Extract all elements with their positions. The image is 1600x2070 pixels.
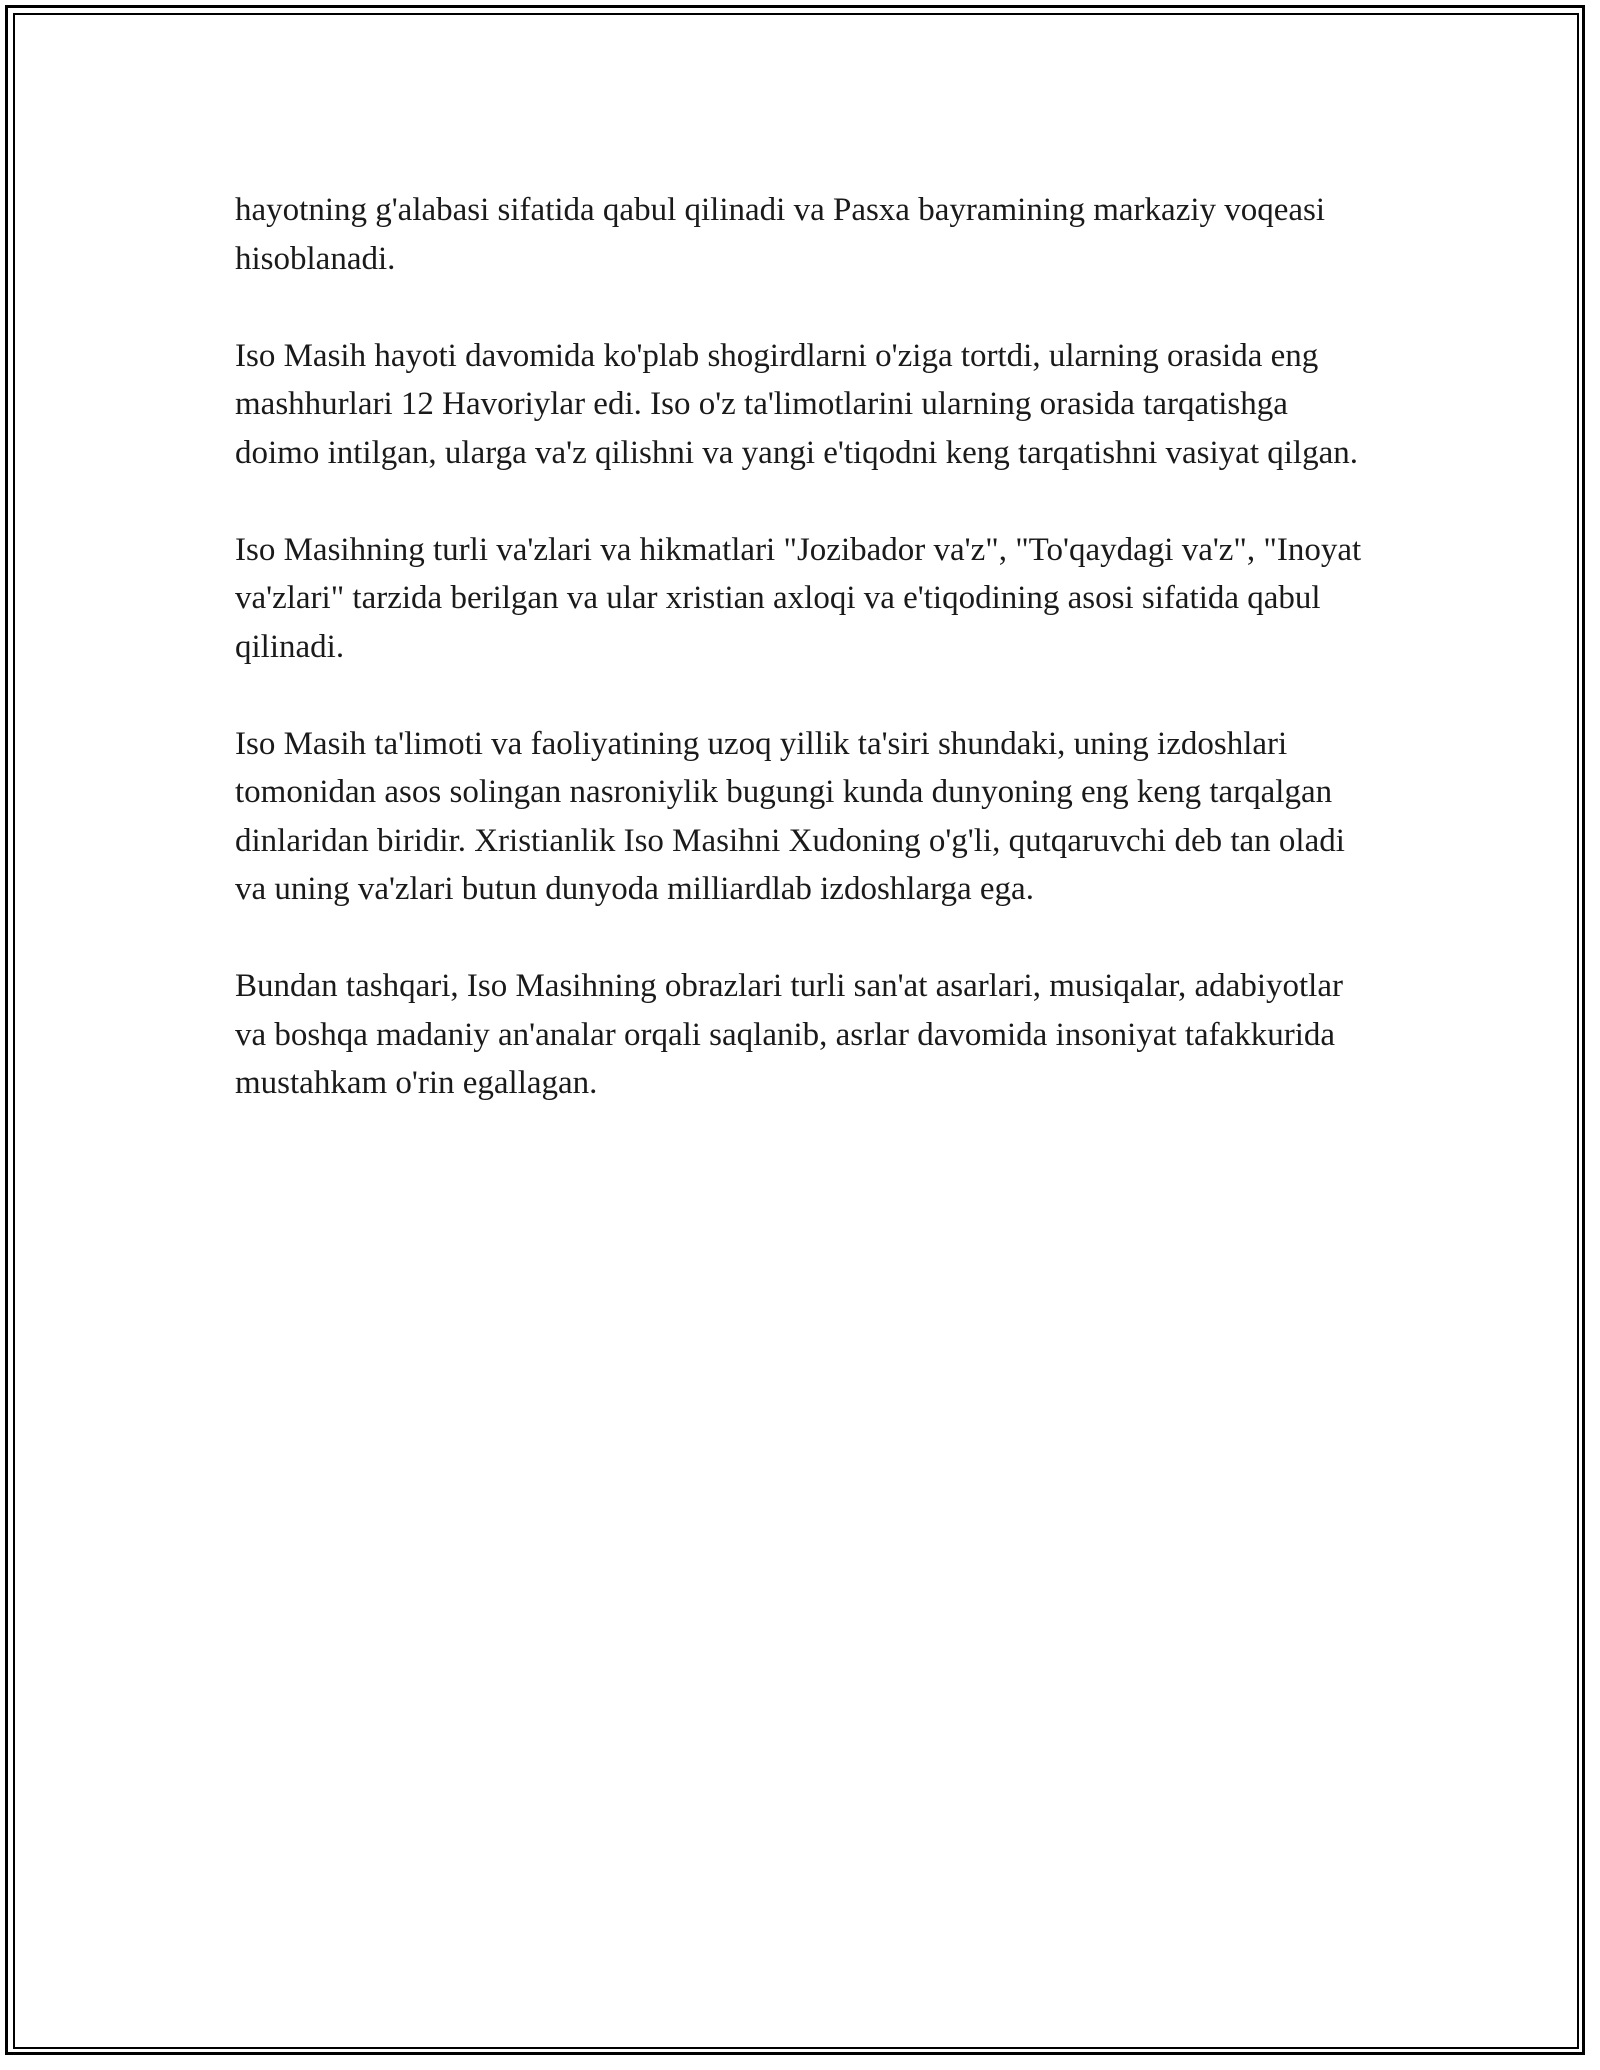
paragraph-3: Iso Masihning turli va'zlari va hikmatlari "Jozibador va'z", "To'qaydagi va'z", "Inoyat va'zlari" tarzida berilgan va ular xristian axloqi va e'tiqodining asosi sifatida qabul qilinadi. — [235, 531, 1362, 665]
paragraph-4: Iso Masih ta'limoti va faoliyatining uzoq yillik ta'siri shundaki, uning izdoshlari tomonidan asos solingan nasroniylik bugungi kunda dunyoning eng keng tarqalgan dinlaridan biridir. Xristianlik Iso Masihni Xudoning o'g'li, qutqaruvchi deb tan oladi va uning va'zlari butun dunyoda milliardlab izdoshlarga ega. — [235, 725, 1345, 907]
document-body — [235, 186, 1380, 1156]
paragraph-5: Bundan tashqari, Iso Masihning obrazlari turli san'at asarlari, musiqalar, adabiyotlar va boshqa madaniy an'analar orqali saqlanib, asrlar davomida insoniyat tafakkurida mustahkam o'rin egallagan. — [235, 968, 1343, 1101]
paragraph-2: Iso Masih hayoti davomida ko'plab shogirdlarni o'ziga tortdi, ularning orasida eng mashhurlari 12 Havoriylar edi. Iso o'z ta'limotlarini ularning orasida tarqatishga doimo intilgan, ularga va'z qilishni va yangi e'tiqodni keng tarqatishni vasiyat qilgan. — [235, 337, 1358, 471]
paragraph-1: hayotning g'alabasi sifatida qabul qilinadi va Pasxa bayramining markaziy voqeasi hisoblanadi. — [235, 192, 1326, 277]
